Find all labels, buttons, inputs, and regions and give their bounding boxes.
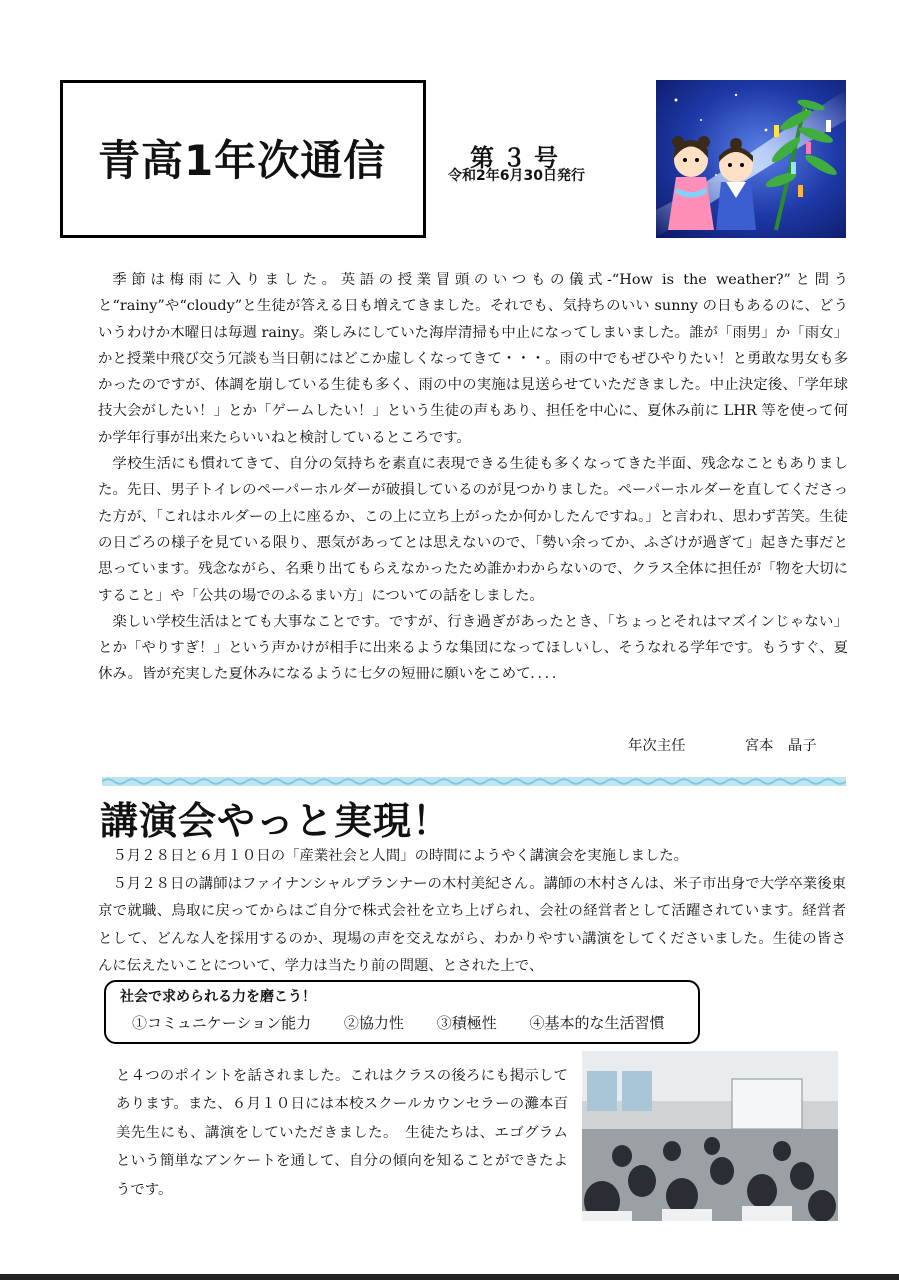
newsletter-title: 青高1年次通信	[98, 136, 387, 185]
skills-list	[132, 1012, 693, 1033]
bottom-border	[0, 1274, 899, 1280]
signature-role: 年次主任	[628, 738, 686, 754]
intro-paragraph: 楽しい学校生活はとても大事なことです。ですが、行き過ぎがあったとき、「ちょっとそれはマズインじゃない」とか「やりすぎ！」という声かけが相手に出来るような集団になってほしいし、そうなれる学年です。もうすぐ、夏休み。皆が充実した夏休みになるように七夕の短冊に願いをこめて．．．．	[98, 613, 848, 683]
signature-name: 宮本 晶子	[744, 738, 817, 754]
signature	[628, 734, 817, 755]
skills-title: 社会で求められる力を磨こう！	[120, 989, 316, 1005]
lecture-paragraph: ５月２８日と６月１０日の「産業社会と人間」の時間にようやく講演会を実施しました。	[112, 848, 689, 864]
lecture-paragraph: ５月２８日の講師はファイナンシャルプランナーの木村美紀さん。講師の木村さんは、米子市出身で大学卒業後東京で就職、鳥取に戻ってからはご自分で株式会社を立ち上げられ、会社の経営者として活躍されています。経営者として、どんな人を採用するのか、現場の声を交えながら、わかりやすい講演をしてくださいました。生徒の皆さんに伝えたいことについて、学力は当たり前の問題、とされた上で、	[98, 875, 846, 974]
intro-text	[98, 267, 848, 688]
closing-paragraph: と４つのポイントを話されました。これはクラスの後ろにも掲示してあります。また、６月１０日には本校スクールカウンセラーの灘本百美先生にも、講演をしていただきました。 生徒たちは、エゴグラムという簡単なアンケートを通して、自分の傾向を知ることができたようです。	[116, 1068, 568, 1198]
skill-item: ②協力性	[343, 1014, 404, 1032]
intro-paragraph: 季節は梅雨に入りました。英語の授業冒頭のいつもの儀式-“How is the weather?”と問うと“rainy”や“cloudy”と生徒が答える日も増えてきました。それでも、気持ちのいい sunny の日もあるのに、どういうわけか木曜日は毎週 rainy。楽しみにしていた海岸清掃も中止になってしまいました。誰が「雨男」か「雨女」かと授業中飛び交う冗談も当日朝にはどこか虚しくなってきて・・・。雨の中でもぜひやりたい！と勇敢な男女も多かったのですが、体調を崩している生徒も多く、雨の中の実施は見送らせていただきました。中止決定後、「学年球技大会がしたい！」とか「ゲームしたい！」という生徒の声もあり、担任を中心に、夏休み前に LHR 等を使って何か学年行事が出来たらいいねと検討しているところです。	[98, 272, 848, 446]
lecture-heading: 講演会やっと実現！	[100, 799, 452, 843]
issue-number: 第３号	[470, 144, 566, 172]
classroom-photo	[582, 1051, 838, 1221]
tanabata-illustration	[656, 80, 846, 238]
skill-item: ④基本的な生活習慣	[529, 1014, 665, 1032]
intro-paragraph: 学校生活にも慣れてきて、自分の気持ちを素直に表現できる生徒も多くなってきた半面、残念なこともありました。先日、男子トイレのペーパーホルダーが破損しているのが見つかりました。ペーパーホルダーを直してくださった方が、「これはホルダーの上に座るか、この上に立ち上がったか何かしたんですね。」と言われ、思わず苦笑。生徒の日ごろの様子を見ている限り、悪気があってとは思えないので、「勢い余ってか、ふざけが過ぎて」起きた事だと思っています。残念ながら、名乗り出てもらえなかったため誰かわからないので、クラス全体に担任が「物を大切にすること」や「公共の場でのふるまい方」についての話をしました。	[98, 456, 848, 604]
skill-item: ①コミュニケーション能力	[132, 1014, 312, 1032]
wave-divider	[102, 771, 846, 780]
issue-date: 令和2年6月30日発行	[448, 168, 585, 184]
lecture-text	[98, 843, 846, 981]
skill-item: ③積極性	[436, 1014, 497, 1032]
